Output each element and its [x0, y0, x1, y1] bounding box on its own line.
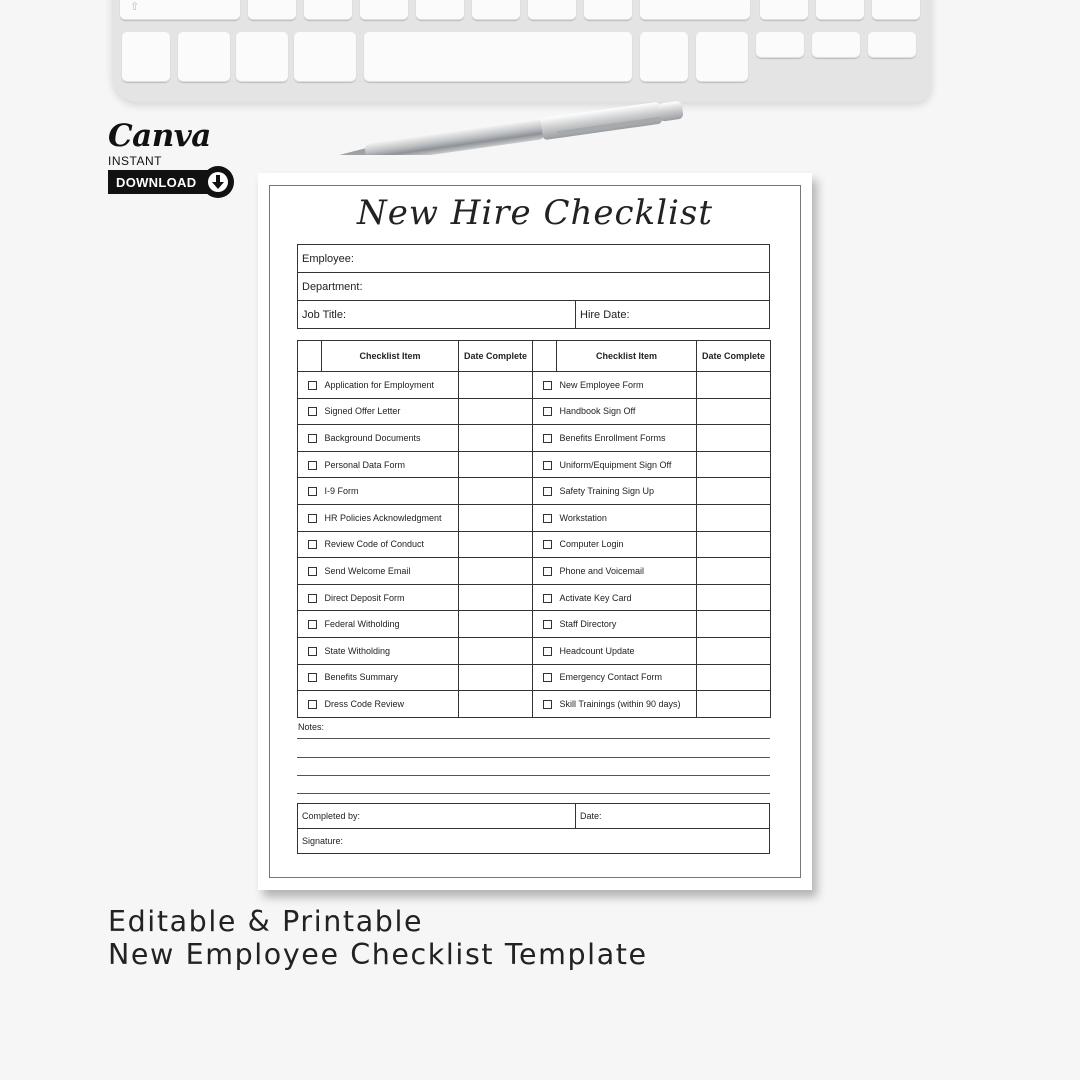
- checkbox[interactable]: [543, 487, 552, 496]
- checkbox[interactable]: [543, 434, 552, 443]
- checkbox-cell: [298, 451, 322, 478]
- checklist-row: [298, 664, 771, 691]
- date-complete-cell[interactable]: [459, 584, 533, 611]
- notes-line[interactable]: [297, 738, 770, 739]
- checklist-item-label: Staff Directory: [557, 611, 697, 638]
- checklist-item-label: Uniform/Equipment Sign Off: [557, 451, 697, 478]
- signoff-table: [297, 803, 770, 854]
- checkbox-cell: [533, 664, 557, 691]
- checklist-item-label: I-9 Form: [322, 478, 459, 505]
- date-complete-cell[interactable]: [697, 531, 771, 558]
- checkbox[interactable]: [308, 673, 317, 682]
- checkbox-cell: [298, 558, 322, 585]
- checkbox[interactable]: [308, 514, 317, 523]
- checkbox[interactable]: [543, 647, 552, 656]
- date-complete-cell[interactable]: [459, 425, 533, 452]
- date-complete-cell[interactable]: [697, 372, 771, 399]
- checklist-item-label: Computer Login: [557, 531, 697, 558]
- keyboard-image: [112, 0, 932, 102]
- checkbox[interactable]: [543, 407, 552, 416]
- checkbox[interactable]: [543, 514, 552, 523]
- checkbox-cell: [533, 531, 557, 558]
- date-complete-cell[interactable]: [459, 531, 533, 558]
- checkbox[interactable]: [543, 461, 552, 470]
- checklist-header-row: [298, 341, 771, 372]
- checklist-item-label: Direct Deposit Form: [322, 584, 459, 611]
- signature-field[interactable]: Signature:: [298, 829, 770, 854]
- date-complete-cell[interactable]: [459, 451, 533, 478]
- checklist-item-label: Safety Training Sign Up: [557, 478, 697, 505]
- checkbox[interactable]: [308, 407, 317, 416]
- checklist-item-label: Headcount Update: [557, 637, 697, 664]
- header-checkbox-column: [533, 341, 557, 372]
- checkbox-cell: [298, 478, 322, 505]
- employee-info-table: [297, 244, 770, 329]
- notes-line[interactable]: [297, 775, 770, 776]
- date-complete-cell[interactable]: [459, 691, 533, 718]
- date-complete-cell[interactable]: [697, 504, 771, 531]
- checklist-row: [298, 425, 771, 452]
- date-complete-cell[interactable]: [459, 637, 533, 664]
- checkbox-cell: [298, 531, 322, 558]
- checkbox-cell: [298, 372, 322, 399]
- checkbox-cell: [533, 372, 557, 399]
- date-complete-cell[interactable]: [459, 611, 533, 638]
- notes-line[interactable]: [297, 757, 770, 758]
- checkbox-cell: [533, 504, 557, 531]
- checkbox-cell: [533, 637, 557, 664]
- date-complete-cell[interactable]: [459, 504, 533, 531]
- checklist-table: [297, 340, 771, 718]
- date-complete-cell[interactable]: [697, 425, 771, 452]
- checkbox-cell: [533, 451, 557, 478]
- checklist-row: [298, 584, 771, 611]
- checklist-item-label: Workstation: [557, 504, 697, 531]
- checkbox-cell: [298, 584, 322, 611]
- date-complete-cell[interactable]: [697, 611, 771, 638]
- date-complete-cell[interactable]: [459, 398, 533, 425]
- date-complete-cell[interactable]: [697, 584, 771, 611]
- checklist-row: [298, 531, 771, 558]
- date-complete-cell[interactable]: [459, 478, 533, 505]
- notes-line[interactable]: [297, 793, 770, 794]
- date-complete-cell[interactable]: [697, 451, 771, 478]
- checklist-item-label: Background Documents: [322, 425, 459, 452]
- caption-line-2: New Employee Checklist Template: [108, 938, 648, 971]
- checklist-item-label: Activate Key Card: [557, 584, 697, 611]
- checklist-item-label: Application for Employment: [322, 372, 459, 399]
- header-date-complete-right: Date Complete: [697, 341, 771, 372]
- header-checklist-item-right: Checklist Item: [557, 341, 697, 372]
- checklist-row: [298, 372, 771, 399]
- date-complete-cell[interactable]: [697, 558, 771, 585]
- header-checklist-item-left: Checklist Item: [322, 341, 459, 372]
- shift-icon: ⇧: [130, 0, 140, 13]
- checkbox-cell: [533, 398, 557, 425]
- checklist-item-label: Benefits Summary: [322, 664, 459, 691]
- completed-by-field[interactable]: Completed by:: [298, 804, 576, 829]
- badge-download-pill: [108, 170, 230, 194]
- checkbox[interactable]: [308, 594, 317, 603]
- checklist-row: [298, 398, 771, 425]
- checklist-row: [298, 478, 771, 505]
- checklist-item-label: Benefits Enrollment Forms: [557, 425, 697, 452]
- download-arrow-icon: [202, 166, 234, 198]
- checkbox-cell: [533, 584, 557, 611]
- checklist-item-label: Dress Code Review: [322, 691, 459, 718]
- signoff-date-field[interactable]: Date:: [576, 804, 770, 829]
- checkbox[interactable]: [308, 567, 317, 576]
- checkbox-cell: [298, 664, 322, 691]
- canva-instant-download-badge: [108, 118, 228, 194]
- checklist-item-label: Federal Witholding: [322, 611, 459, 638]
- pen-image: [305, 95, 725, 155]
- checkbox[interactable]: [308, 700, 317, 709]
- job-title-field[interactable]: Job Title:: [298, 301, 576, 329]
- checkbox[interactable]: [543, 700, 552, 709]
- date-complete-cell[interactable]: [459, 558, 533, 585]
- checklist-row: [298, 558, 771, 585]
- checkbox[interactable]: [543, 673, 552, 682]
- checklist-item-label: Personal Data Form: [322, 451, 459, 478]
- employee-field[interactable]: Employee:: [298, 245, 770, 273]
- checklist-item-label: State Witholding: [322, 637, 459, 664]
- badge-download-label: DOWNLOAD: [116, 174, 197, 190]
- badge-instant-label: INSTANT: [108, 154, 162, 168]
- header-date-complete-left: Date Complete: [459, 341, 533, 372]
- checkbox[interactable]: [543, 381, 552, 390]
- date-complete-cell[interactable]: [697, 478, 771, 505]
- date-complete-cell[interactable]: [459, 664, 533, 691]
- checkbox-cell: [298, 425, 322, 452]
- checkbox-cell: [533, 691, 557, 718]
- checklist-row: [298, 637, 771, 664]
- checklist-item-label: Emergency Contact Form: [557, 664, 697, 691]
- checkbox-cell: [533, 611, 557, 638]
- canva-logo: Canva: [108, 118, 211, 154]
- caption-line-1: Editable & Printable: [108, 905, 424, 938]
- checkbox[interactable]: [543, 594, 552, 603]
- checkbox[interactable]: [308, 434, 317, 443]
- document-title: New Hire Checklist: [356, 193, 714, 233]
- checklist-row: [298, 504, 771, 531]
- checklist-row: [298, 611, 771, 638]
- header-checkbox-column: [298, 341, 322, 372]
- checklist-row: [298, 691, 771, 718]
- notes-label: Notes:: [298, 722, 325, 732]
- date-complete-cell[interactable]: [697, 637, 771, 664]
- checklist-document: [258, 173, 812, 890]
- checklist-body: [298, 372, 771, 718]
- checkbox[interactable]: [308, 487, 317, 496]
- checklist-row: [298, 451, 771, 478]
- checkbox-cell: [298, 691, 322, 718]
- checkbox[interactable]: [543, 540, 552, 549]
- checkbox-cell: [298, 504, 322, 531]
- checklist-item-label: Skill Trainings (within 90 days): [557, 691, 697, 718]
- checkbox[interactable]: [543, 567, 552, 576]
- checkbox[interactable]: [308, 540, 317, 549]
- checklist-item-label: Signed Offer Letter: [322, 398, 459, 425]
- checkbox-cell: [533, 558, 557, 585]
- date-complete-cell[interactable]: [697, 398, 771, 425]
- checkbox-cell: [298, 611, 322, 638]
- checklist-item-label: Review Code of Conduct: [322, 531, 459, 558]
- checkbox-cell: [533, 425, 557, 452]
- checkbox-cell: [533, 478, 557, 505]
- checkbox[interactable]: [308, 620, 317, 629]
- checkbox[interactable]: [308, 381, 317, 390]
- checkbox[interactable]: [308, 647, 317, 656]
- date-complete-cell[interactable]: [697, 664, 771, 691]
- checkbox-cell: [298, 398, 322, 425]
- product-caption: [108, 905, 648, 971]
- checkbox[interactable]: [308, 461, 317, 470]
- checklist-item-label: Handbook Sign Off: [557, 398, 697, 425]
- checklist-item-label: Phone and Voicemail: [557, 558, 697, 585]
- checklist-item-label: HR Policies Acknowledgment: [322, 504, 459, 531]
- department-field[interactable]: Department:: [298, 273, 770, 301]
- hire-date-field[interactable]: Hire Date:: [576, 301, 770, 329]
- checkbox[interactable]: [543, 620, 552, 629]
- checklist-item-label: New Employee Form: [557, 372, 697, 399]
- checklist-item-label: Send Welcome Email: [322, 558, 459, 585]
- checkbox-cell: [298, 637, 322, 664]
- date-complete-cell[interactable]: [697, 691, 771, 718]
- date-complete-cell[interactable]: [459, 372, 533, 399]
